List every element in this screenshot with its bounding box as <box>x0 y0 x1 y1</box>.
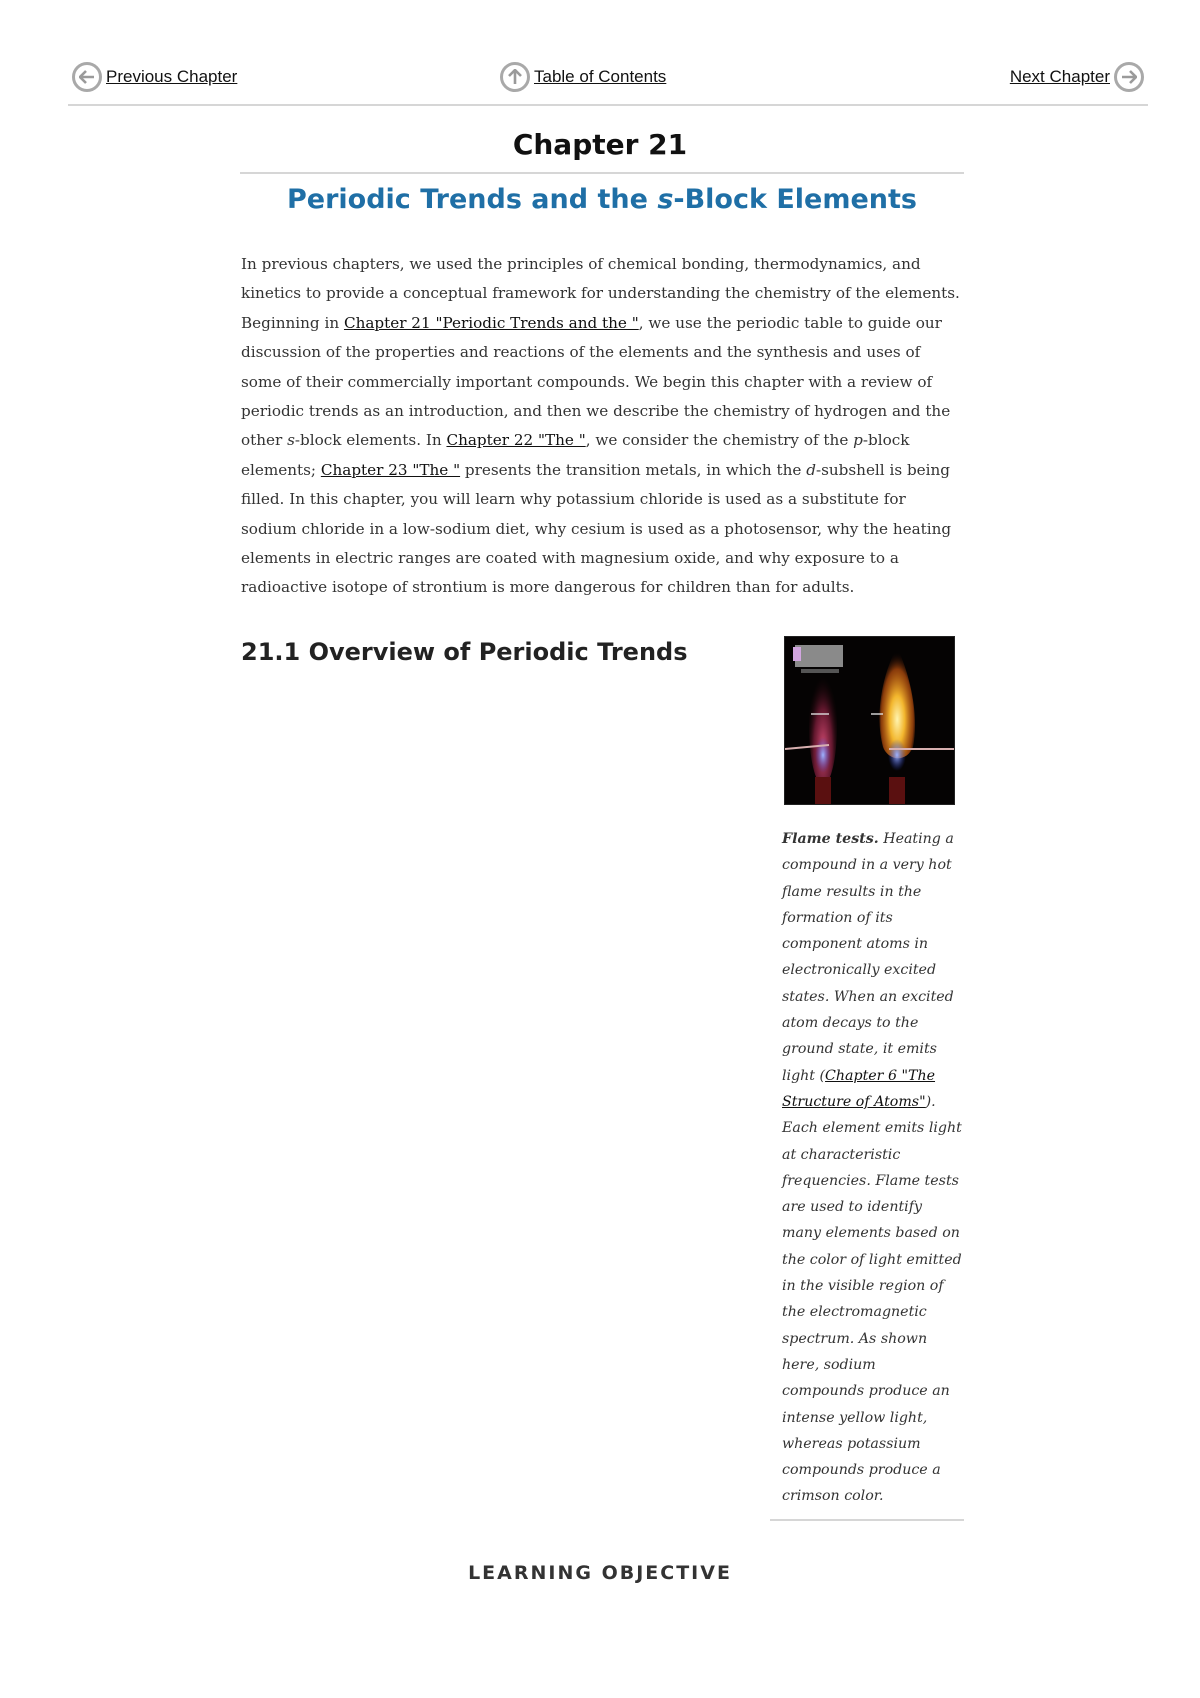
intro-text: -subshell is being filled. In this chapter, you will learn why potassium chloride is used as a substitute for sodium chloride in a low-sodium diet, why cesium is used as a photosensor, why the heating elements in electric ranges are coated with magnesium oxide, and why exposure to a radioactive isotope of strontium is more dangerous for children than for adults. <box>241 460 952 597</box>
chapter-21-link[interactable]: Chapter 21 "Periodic Trends and the " <box>343 313 639 332</box>
chapter-number: Chapter 21 <box>512 128 688 161</box>
chapter-23-link[interactable]: Chapter 23 "The " <box>320 460 461 479</box>
caption-title: Flame tests. <box>782 831 879 847</box>
chapter-title <box>240 184 964 215</box>
learning-objective-heading: LEARNING OBJECTIVE <box>468 1562 732 1584</box>
figure-caption <box>782 826 962 1510</box>
chapter-6-link[interactable]: Chapter 6 "The Structure of Atoms" <box>782 1067 936 1110</box>
arrow-left-circle-icon <box>72 62 102 92</box>
divider <box>240 172 964 174</box>
intro-text: -block elements; <box>241 431 910 479</box>
arrow-right-circle-icon <box>1114 62 1144 92</box>
intro-text: , we use the periodic table to guide our discussion of the properties and reactions of the elements and the synthesis and uses of some of their commercially important compounds. We begin this chapter with a review of periodic trends as an introduction, and then we describe the chemistry of hydrogen and the other <box>241 313 951 450</box>
chapter-title-end: -Block Elements <box>673 184 917 215</box>
intro-italic: p <box>853 431 863 450</box>
divider <box>770 1519 964 1521</box>
chapter-22-link[interactable]: Chapter 22 "The " <box>446 431 586 450</box>
intro-text: In previous chapters, we used the principles of chemical bonding, thermodynamics, and kinetics to provide a conceptual framework for understanding the chemistry of the elements. Beginning in <box>241 255 960 332</box>
table-of-contents-label[interactable]: Table of Contents <box>534 67 667 86</box>
flame-test-photo <box>784 636 955 805</box>
intro-text: -block elements. In <box>294 431 447 450</box>
intro-italic: s <box>287 431 295 450</box>
flame-illustration <box>785 637 954 804</box>
intro-paragraph <box>241 250 963 603</box>
chapter-title-start: Periodic Trends and the <box>286 184 658 215</box>
previous-chapter-label[interactable]: Previous Chapter <box>106 67 238 86</box>
table-of-contents-link[interactable] <box>496 62 666 92</box>
section-title: 21.1 Overview of Periodic Trends <box>241 638 688 666</box>
next-chapter-label[interactable]: Next Chapter <box>1009 67 1110 86</box>
intro-text: , we consider the chemistry of the <box>585 431 854 450</box>
caption-text: Heating a compound in a very hot flame results in the formation of its component atoms in electronically excited states. When an excited atom decays to the ground state, it emits light ( <box>782 831 954 1084</box>
chapter-title-italic: s <box>657 184 674 215</box>
caption-text: ). Each element emits light at characteristic frequencies. Flame tests are used to identify many elements based on the color of light emitted in the visible region of the electromagnetic spectrum. As shown here, sodium compounds produce an intense yellow light, whereas potassium compounds produce a crimson color. <box>782 1093 962 1505</box>
chapter-navigation <box>68 60 1148 106</box>
intro-text: presents the transition metals, in which the <box>460 460 807 479</box>
arrow-up-circle-icon <box>500 62 530 92</box>
intro-italic: d <box>806 460 816 479</box>
next-chapter-link[interactable] <box>1010 62 1148 92</box>
previous-chapter-link[interactable] <box>68 62 237 92</box>
